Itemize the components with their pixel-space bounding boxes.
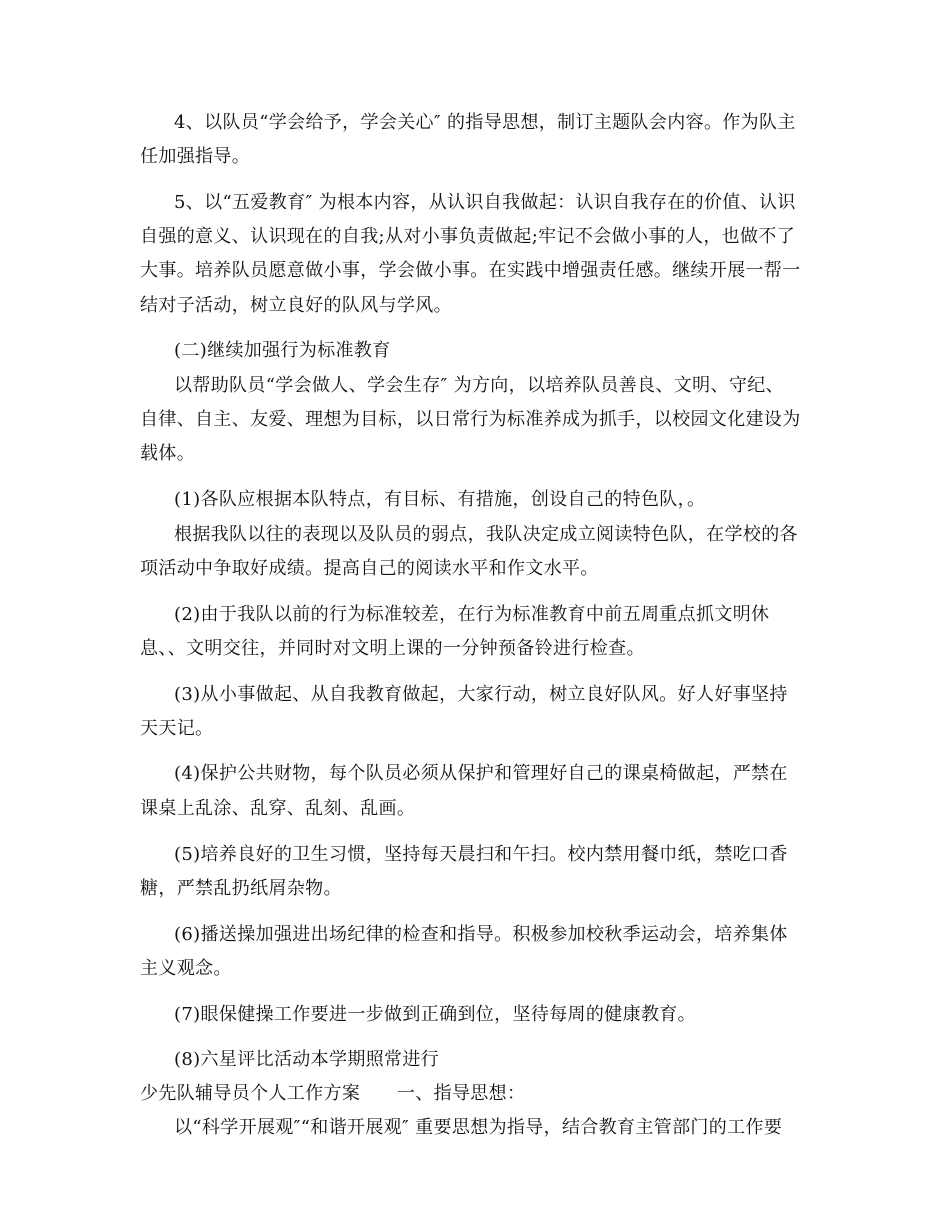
text-line: (3)从小事做起、从自我教育做起，大家行动，树立良好队风。好人好事坚持 xyxy=(174,684,788,705)
text-line: 课桌上乱涂、乱穿、乱刻、乱画。 xyxy=(140,798,416,819)
text-line: 任加强指导。 xyxy=(140,146,251,167)
text-line: 大事。培养队员愿意做小事，学会做小事。在实践中增强责任感。继续开展一帮一 xyxy=(140,260,801,281)
text-line: 糖，严禁乱扔纸屑杂物。 xyxy=(140,878,342,899)
text-line: 天天记。 xyxy=(140,718,214,739)
section-heading: (二)继续加强行为标准教育 xyxy=(174,340,391,361)
text-line: (4)保护公共财物，每个队员必须从保护和管理好自己的课桌椅做起，严禁在 xyxy=(174,763,788,784)
text-line: 息、、文明交往，并同时对文明上课的一分钟预备铃进行检查。 xyxy=(140,638,645,659)
text-line: (5)培养良好的卫生习惯，坚持每天晨扫和午扫。校内禁用餐巾纸，禁吃口香 xyxy=(174,844,788,865)
text-line: 载体。 xyxy=(140,443,196,464)
text-line: 4、以队员“学会给予，学会关心″ 的指导思想，制订主题队会内容。作为队主 xyxy=(174,112,796,133)
text-line: 以帮助队员“学会做人、学会生存″ 为方向，以培养队员善良、文明、守纪、 xyxy=(174,375,784,396)
text-line: 项活动中争取好成绩。提高自己的阅读水平和作文水平。 xyxy=(140,558,599,579)
text-line: (2)由于我队以前的行为标准较差，在行为标准教育中前五周重点抓文明休 xyxy=(174,604,770,625)
text-line: (1)各队应根据本队特点，有目标、有措施，创设自己的特色队，。 xyxy=(174,489,706,510)
text-line: 以“科学开展观″“和谐开展观″ 重要思想为指导，结合教育主管部门的工作要 xyxy=(174,1117,783,1138)
text-line: (8)六星评比活动本学期照常进行 xyxy=(174,1049,440,1070)
text-line: 根据我队以往的表现以及队员的弱点，我队决定成立阅读特色队，在学校的各 xyxy=(174,524,798,545)
text-line: 5、以“五爱教育″ 为根本内容，从认识自我做起：认识自我存在的价值、认识 xyxy=(174,192,796,213)
text-line: 结对子活动，树立良好的队风与学风。 xyxy=(140,295,452,316)
text-line: (6)播送操加强进出场纪律的检查和指导。积极参加校秋季运动会，培养集体 xyxy=(174,924,788,945)
text-line: (7)眼保健操工作要进一步做到正确到位，坚待每周的健康教育。 xyxy=(174,1004,696,1025)
text-line: 主义观念。 xyxy=(140,958,232,979)
text-line: 自强的意义、认识现在的自我;从对小事负责做起;牢记不会做小事的人，也做不了 xyxy=(140,226,796,247)
text-line: 自律、自主、友爱、理想为目标，以日常行为标准养成为抓手，以校园文化建设为 xyxy=(140,409,801,430)
section-title: 少先队辅导员个人工作方案 一、指导思想： xyxy=(140,1083,526,1104)
